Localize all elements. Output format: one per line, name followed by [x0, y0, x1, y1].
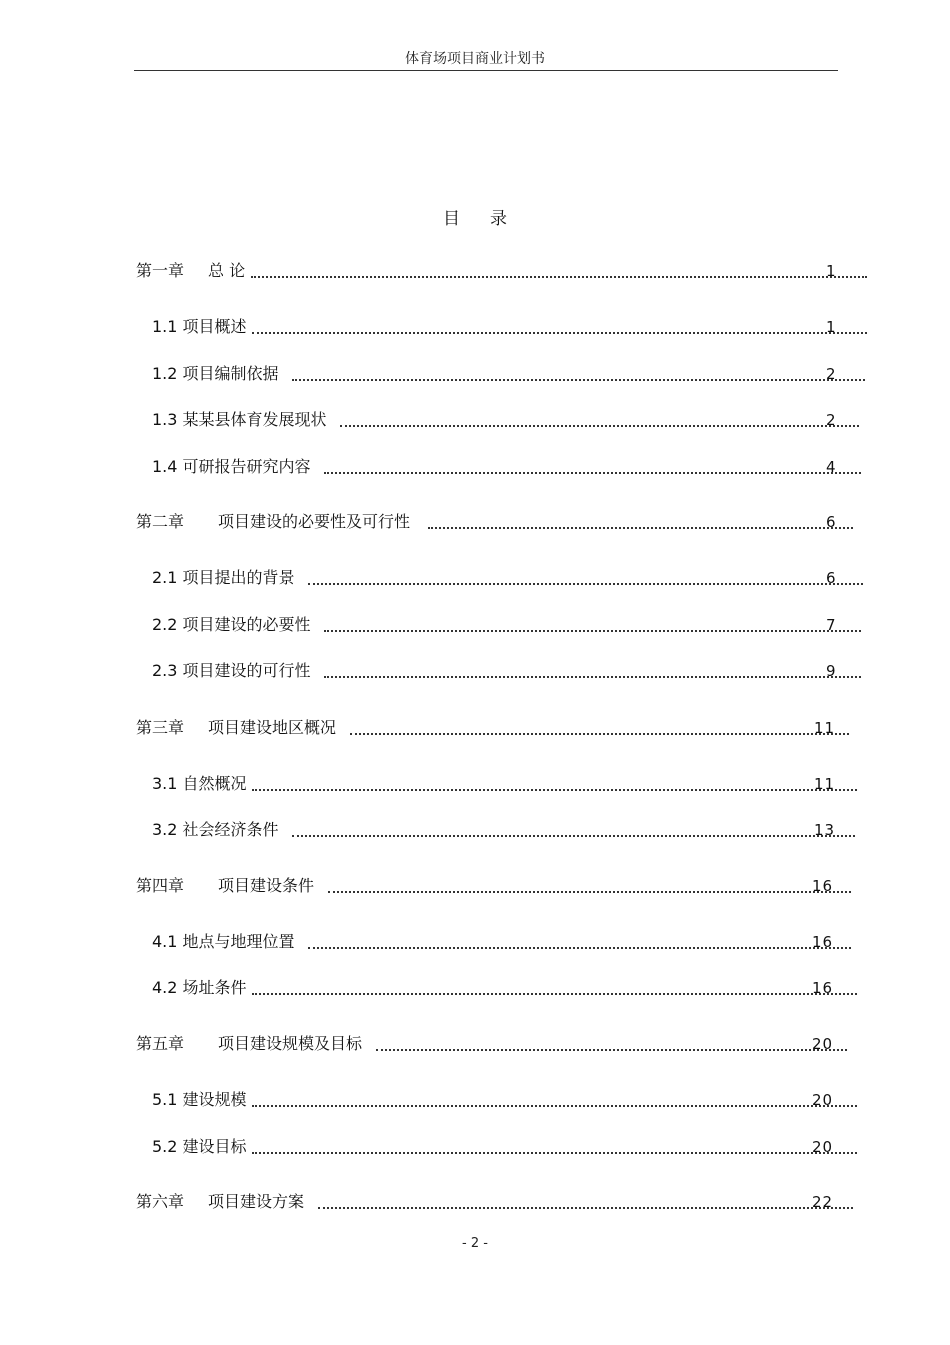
toc-entry-page: 9 — [826, 662, 837, 680]
toc-entry-number: 第四章 — [136, 876, 185, 895]
dot-leader — [340, 425, 859, 427]
toc-entry-section-2-3[interactable] — [152, 660, 861, 682]
toc-entry-number: 1.2 — [152, 364, 178, 383]
toc-entry-page: 20 — [812, 1035, 834, 1053]
toc-entry-number: 5.1 — [152, 1090, 178, 1109]
dot-leader — [252, 332, 867, 334]
dot-leader — [328, 891, 851, 893]
toc-entry-number: 2.3 — [152, 661, 178, 680]
toc-entry-text: 项目编制依据 — [182, 364, 279, 383]
toc-entry-page: 2 — [826, 411, 837, 429]
toc-entry-section-5-2[interactable] — [152, 1136, 857, 1158]
toc-entry-section-1-2[interactable] — [152, 363, 865, 385]
dot-leader — [376, 1049, 847, 1051]
toc-title — [0, 204, 950, 229]
toc-entry-text: 建设规模 — [182, 1090, 247, 1109]
toc-entry-page: 20 — [812, 1091, 834, 1109]
toc-entry-page: 16 — [812, 933, 834, 951]
toc-entry-text: 项目提出的背景 — [182, 568, 295, 587]
toc-entry-number: 第五章 — [136, 1034, 185, 1053]
toc-entry-number: 3.2 — [152, 820, 178, 839]
toc-entry-chapter-2[interactable] — [136, 511, 853, 533]
dot-leader — [308, 947, 851, 949]
toc-entry-page: 4 — [826, 458, 837, 476]
dot-leader — [350, 733, 849, 735]
toc-entry-number: 第一章 — [136, 261, 185, 280]
toc-entry-text: 项目建设规模及目标 — [218, 1034, 363, 1053]
toc-entry-page: 6 — [826, 513, 837, 531]
dot-leader — [252, 1105, 857, 1107]
toc-entry-chapter-6[interactable] — [136, 1191, 853, 1213]
toc-entry-chapter-3[interactable] — [136, 717, 849, 739]
toc-entry-section-2-1[interactable] — [152, 567, 863, 589]
dot-leader — [252, 1152, 857, 1154]
toc-entry-chapter-1[interactable] — [136, 260, 867, 282]
dot-leader — [308, 583, 863, 585]
toc-entry-chapter-4[interactable] — [136, 875, 851, 897]
toc-entry-text: 项目建设的可行性 — [182, 661, 311, 680]
toc-entry-number: 2.2 — [152, 615, 178, 634]
toc-entry-page: 7 — [826, 616, 837, 634]
toc-entry-page: 1 — [826, 262, 837, 280]
toc-entry-number: 4.2 — [152, 978, 178, 997]
toc-entry-text: 地点与地理位置 — [182, 932, 295, 951]
toc-entry-number: 5.2 — [152, 1137, 178, 1156]
toc-entry-number: 4.1 — [152, 932, 178, 951]
toc-entry-number: 第三章 — [136, 718, 185, 737]
toc-entry-text: 项目建设的必要性及可行性 — [218, 512, 411, 531]
toc-entry-number: 第二章 — [136, 512, 185, 531]
toc-entry-section-4-2[interactable] — [152, 977, 857, 999]
toc-entry-text: 自然概况 — [182, 774, 247, 793]
toc-entry-page: 16 — [812, 877, 834, 895]
footer-page-number: - 2 - — [462, 1236, 488, 1251]
toc-entry-page: 13 — [814, 821, 836, 839]
toc-title-left: 目 — [443, 209, 460, 229]
toc-entry-number: 1.1 — [152, 317, 178, 336]
header-divider — [134, 70, 838, 71]
dot-leader — [252, 789, 857, 791]
toc-entry-text: 总 论 — [208, 261, 246, 280]
toc-entry-text: 项目建设方案 — [208, 1192, 305, 1211]
toc-entry-page: 2 — [826, 365, 837, 383]
toc-entry-text: 场址条件 — [182, 978, 247, 997]
toc-entry-text: 项目建设地区概况 — [208, 718, 337, 737]
toc-entry-text: 可研报告研究内容 — [182, 457, 311, 476]
toc-entry-text: 项目建设的必要性 — [182, 615, 311, 634]
toc-entry-number: 3.1 — [152, 774, 178, 793]
toc-entry-page: 22 — [812, 1193, 834, 1211]
dot-leader — [324, 472, 861, 474]
dot-leader — [428, 527, 853, 529]
dot-leader — [324, 630, 861, 632]
toc-entry-text: 项目建设条件 — [218, 876, 315, 895]
toc-entry-section-1-1[interactable] — [152, 316, 867, 338]
dot-leader — [318, 1207, 853, 1209]
toc-entry-number: 第六章 — [136, 1192, 185, 1211]
toc-entry-section-1-4[interactable] — [152, 456, 861, 478]
toc-entry-page: 20 — [812, 1138, 834, 1156]
toc-entry-number: 1.3 — [152, 410, 178, 429]
toc-entry-text: 建设目标 — [182, 1137, 247, 1156]
toc-entry-page: 11 — [814, 775, 836, 793]
toc-entry-section-3-1[interactable] — [152, 773, 857, 795]
dot-leader — [252, 993, 857, 995]
toc-entry-page: 16 — [812, 979, 834, 997]
toc-entry-page: 11 — [814, 719, 836, 737]
toc-entry-text: 项目概述 — [182, 317, 247, 336]
toc-entry-section-2-2[interactable] — [152, 614, 861, 636]
dot-leader — [292, 835, 855, 837]
toc-entry-section-3-2[interactable] — [152, 819, 855, 841]
dot-leader — [324, 676, 861, 678]
running-header-title: 体育场项目商业计划书 — [405, 51, 545, 67]
toc-entry-text: 社会经济条件 — [182, 820, 279, 839]
toc-entry-section-5-1[interactable] — [152, 1089, 857, 1111]
toc-title-right: 录 — [490, 209, 507, 229]
toc-entry-section-1-3[interactable] — [152, 409, 859, 431]
dot-leader — [292, 379, 865, 381]
toc-entry-page: 1 — [826, 318, 837, 336]
toc-entry-page: 6 — [826, 569, 837, 587]
toc-entry-number: 2.1 — [152, 568, 178, 587]
toc-entry-section-4-1[interactable] — [152, 931, 851, 953]
dot-leader — [251, 276, 867, 278]
toc-entry-number: 1.4 — [152, 457, 178, 476]
toc-entry-text: 某某县体育发展现状 — [182, 410, 327, 429]
toc-entry-chapter-5[interactable] — [136, 1033, 847, 1055]
